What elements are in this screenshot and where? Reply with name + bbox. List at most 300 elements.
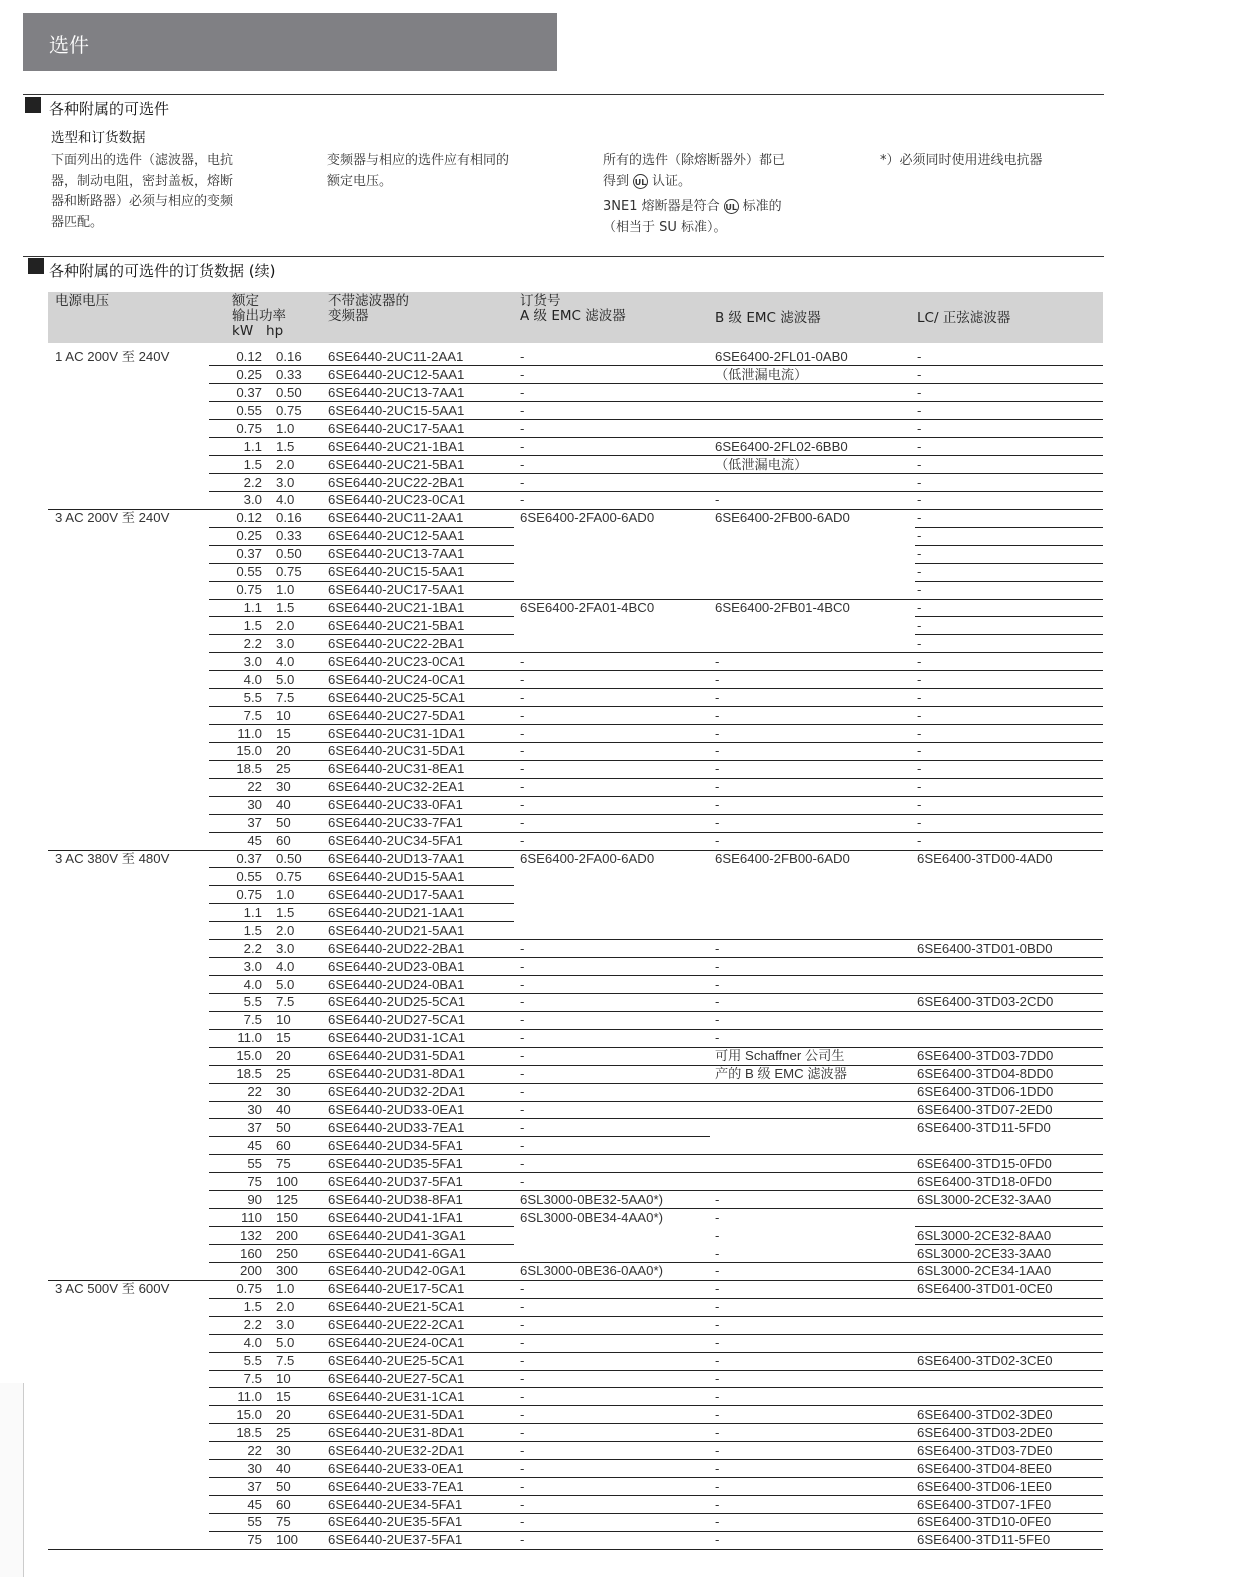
power-hp: 250: [276, 1245, 299, 1261]
inverter-order-no: 6SE6440-2UE22-2CA1: [328, 1317, 465, 1333]
power-hp: 200: [276, 1227, 299, 1243]
inverter-order-no: 6SE6440-2UC24-0CA1: [328, 671, 466, 687]
emc-a-filter: -: [520, 940, 525, 956]
lc-filter: -: [917, 564, 922, 580]
power-hp: 5.0: [276, 976, 295, 992]
lc-filter: -: [917, 617, 922, 633]
emc-a-filter: -: [520, 1317, 525, 1333]
power-kw: 18.5: [236, 1424, 262, 1440]
banner-title: 选件: [49, 33, 89, 57]
power-hp: 4.0: [276, 958, 295, 974]
power-kw: 18.5: [236, 761, 262, 777]
row-divider: [514, 1387, 910, 1388]
ul-mark-icon: UL: [724, 199, 739, 214]
lc-filter: -: [917, 349, 922, 364]
emc-a-filter: -: [520, 815, 525, 831]
lc-filter: 6SE6400-3TD11-5FE0: [917, 1532, 1051, 1548]
inverter-order-no: 6SE6440-2UE37-5FA1: [328, 1532, 463, 1548]
power-hp: 1.0: [276, 420, 295, 436]
emc-a-filter: -: [520, 833, 525, 849]
emc-b-filter: -: [715, 1371, 720, 1386]
inverter-order-no: 6SE6440-2UC33-0FA1: [328, 797, 463, 813]
power-kw: 200: [239, 1263, 262, 1279]
power-hp: 1.5: [276, 904, 295, 920]
emc-b-filter: -: [715, 779, 720, 795]
inverter-order-no: 6SE6440-2UD33-0EA1: [328, 1102, 465, 1118]
row-divider: [514, 778, 910, 779]
inverter-order-no: 6SE6440-2UC31-8EA1: [328, 761, 465, 777]
note-line: 变频器与相应的选件应有相同的: [327, 153, 510, 168]
power-hp: 10: [276, 1012, 291, 1028]
power-kw: 1.1: [243, 600, 262, 616]
power-hp: 5.0: [276, 1335, 295, 1351]
inverter-order-no: 6SE6440-2UD24-0BA1: [328, 976, 465, 992]
row-divider: [915, 383, 1103, 384]
row-divider: [915, 688, 1103, 689]
emc-a-filter: -: [520, 1281, 525, 1297]
emc-b-filter: -: [715, 1012, 720, 1028]
lc-filter: 6SE6400-3TD18-0FD0: [917, 1173, 1052, 1189]
power-kw: 0.55: [236, 402, 262, 418]
lc-filter: 6SE6400-3TD00-4AD0: [917, 851, 1053, 867]
power-hp: 1.0: [276, 582, 295, 598]
note-text: 认证。: [652, 173, 692, 189]
emc-a-filter: -: [520, 1155, 525, 1171]
row-divider: [514, 1118, 710, 1119]
power-hp: 0.50: [276, 851, 302, 867]
emc-b-filter: 6SE6400-2FB00-6AD0: [715, 510, 850, 526]
emc-a-filter: -: [520, 653, 525, 669]
section-marker-icon: [25, 97, 41, 113]
inverter-order-no: 6SE6440-2UE34-5FA1: [328, 1496, 463, 1512]
emc-a-filter: -: [520, 1406, 525, 1422]
power-kw: 15.0: [236, 1406, 262, 1422]
power-kw: 0.37: [236, 851, 262, 867]
power-hp: 30: [276, 1084, 291, 1100]
note-text: 得到: [603, 173, 630, 189]
emc-b-filter: -: [715, 1532, 720, 1548]
lc-filter: -: [917, 474, 922, 490]
power-hp: 50: [276, 1119, 291, 1135]
lc-filter: 6SE6400-3TD02-3CE0: [917, 1353, 1053, 1369]
row-divider: [514, 1405, 910, 1406]
row-divider: [514, 939, 910, 940]
row-divider: [915, 670, 1103, 671]
power-kw: 0.37: [236, 546, 262, 562]
inverter-order-no: 6SE6440-2UC21-1BA1: [328, 438, 465, 454]
lc-filter: 6SE6400-3TD07-1FE0: [917, 1496, 1052, 1512]
inverter-order-no: 6SE6440-2UE24-0CA1: [328, 1335, 465, 1351]
emc-b-filter: 6SE6400-2FL02-6BB0: [715, 438, 848, 454]
power-hp: 3.0: [276, 635, 295, 651]
power-kw: 4.0: [243, 671, 262, 687]
row-divider: [915, 473, 1103, 474]
power-kw: 4.0: [243, 976, 262, 992]
voltage-group-label: 1 AC 200V 至 240V: [55, 349, 170, 364]
power-kw: 0.25: [236, 528, 262, 544]
emc-b-filter: -: [715, 1191, 720, 1207]
power-kw: 0.12: [236, 510, 262, 526]
power-hp: 3.0: [276, 940, 295, 956]
header-units: [232, 324, 286, 339]
header-text: 不带滤波器的: [328, 293, 409, 309]
row-divider: [514, 1172, 710, 1173]
emc-a-filter: -: [520, 1299, 525, 1315]
row-divider: [915, 491, 1103, 492]
emc-b-filter: -: [715, 725, 720, 741]
section-marker-icon: [28, 258, 44, 274]
inverter-order-no: 6SE6440-2UC21-1BA1: [328, 600, 465, 616]
inverter-order-no: 6SE6440-2UD13-7AA1: [328, 851, 465, 867]
group-divider: [48, 1549, 1103, 1550]
emc-a-filter: 6SL3000-0BE32-5AA0*): [520, 1191, 663, 1207]
row-divider: [915, 437, 1103, 438]
page-edge: [0, 1383, 24, 1577]
power-kw: 22: [247, 1442, 262, 1458]
power-kw: 7.5: [243, 1012, 262, 1028]
emc-a-filter: -: [520, 420, 525, 436]
row-divider: [514, 1136, 710, 1137]
inverter-order-no: 6SE6440-2UE33-0EA1: [328, 1460, 464, 1476]
emc-a-filter: -: [520, 1388, 525, 1404]
power-kw: 2.2: [243, 635, 262, 651]
power-hp: 0.16: [276, 349, 302, 364]
lc-filter: 6SE6400-3TD01-0CE0: [917, 1281, 1053, 1297]
ul-mark-icon: UL: [633, 174, 648, 189]
lc-filter: -: [917, 528, 922, 544]
lc-filter: -: [917, 797, 922, 813]
inverter-order-no: 6SE6440-2UD31-1CA1: [328, 1030, 466, 1046]
emc-a-filter: 6SE6400-2FA01-4BC0: [520, 600, 655, 616]
emc-b-filter: 产的 B 级 EMC 滤波器: [715, 1066, 847, 1082]
inverter-order-no: 6SE6440-2UC21-5BA1: [328, 617, 465, 633]
row-divider: [514, 1423, 910, 1424]
emc-b-filter: -: [715, 1263, 720, 1279]
power-hp: 25: [276, 1424, 291, 1440]
emc-a-filter: -: [520, 1173, 525, 1189]
power-kw: 11.0: [237, 1030, 262, 1046]
power-kw: 0.55: [236, 868, 262, 884]
emc-a-filter: -: [520, 474, 525, 490]
emc-a-filter: -: [520, 1460, 525, 1476]
lc-filter: 6SE6400-3TD03-7DE0: [917, 1442, 1053, 1458]
emc-a-filter: -: [520, 1119, 525, 1135]
header-text: 订货号: [520, 293, 561, 309]
power-kw: 1.1: [243, 438, 262, 454]
inverter-order-no: 6SE6440-2UC22-2BA1: [328, 635, 465, 651]
power-kw: 3.0: [243, 958, 262, 974]
power-kw: 1.5: [243, 1299, 262, 1315]
emc-a-filter: -: [520, 779, 525, 795]
power-kw: 0.75: [236, 1281, 262, 1297]
power-hp: 50: [276, 1478, 291, 1494]
note-line: 所有的选件（除熔断器外）都已: [603, 153, 786, 168]
row-divider: [514, 491, 910, 492]
note-line: 器和断路器）必须与相应的变频: [51, 194, 234, 209]
power-hp: 60: [276, 833, 291, 849]
inverter-order-no: 6SE6440-2UC21-5BA1: [328, 456, 465, 472]
emc-b-filter: 可用 Schaffner 公司生: [715, 1048, 845, 1064]
emc-b-filter: -: [715, 671, 720, 687]
header-power: [232, 294, 286, 339]
lc-filter: 6SE6400-3TD02-3DE0: [917, 1406, 1053, 1422]
power-kw: 37: [247, 1119, 262, 1135]
emc-b-filter: -: [715, 1335, 720, 1351]
emc-a-filter: -: [520, 1335, 525, 1351]
header-emc-a: A 级 EMC 滤波器: [520, 308, 626, 324]
inverter-order-no: 6SE6440-2UC23-0CA1: [328, 492, 466, 508]
row-divider: [514, 706, 910, 707]
inverter-order-no: 6SE6440-2UD33-7EA1: [328, 1119, 465, 1135]
power-kw: 75: [247, 1173, 262, 1189]
row-divider: [514, 1065, 710, 1066]
power-kw: 0.75: [236, 886, 262, 902]
inverter-order-no: 6SE6440-2UD27-5CA1: [328, 1012, 466, 1028]
row-divider: [514, 1352, 910, 1353]
emc-a-filter: -: [520, 1012, 525, 1028]
power-kw: 0.55: [236, 564, 262, 580]
note-voltage: [327, 151, 567, 192]
power-kw: 11.0: [237, 1388, 262, 1404]
inverter-order-no: 6SE6440-2UC12-5AA1: [328, 366, 465, 382]
inverter-order-no: 6SE6440-2UD23-0BA1: [328, 958, 465, 974]
power-kw: 22: [247, 1084, 262, 1100]
emc-a-filter: -: [520, 438, 525, 454]
power-hp: 40: [276, 1102, 291, 1118]
emc-a-filter: -: [520, 725, 525, 741]
lc-filter: -: [917, 725, 922, 741]
power-hp: 15: [276, 1388, 291, 1404]
emc-a-filter: 6SE6400-2FA00-6AD0: [520, 510, 655, 526]
emc-b-filter: 6SE6400-2FB00-6AD0: [715, 851, 850, 867]
power-hp: 50: [276, 815, 291, 831]
emc-a-filter: -: [520, 1084, 525, 1100]
emc-a-filter: -: [520, 1137, 525, 1153]
emc-a-filter: -: [520, 456, 525, 472]
lc-filter: 6SE6400-3TD06-1EE0: [917, 1478, 1052, 1494]
power-kw: 0.75: [236, 420, 262, 436]
row-divider: [514, 1441, 910, 1442]
emc-b-filter: -: [715, 1281, 720, 1297]
emc-b-filter: -: [715, 1514, 720, 1530]
power-hp: 75: [276, 1155, 291, 1171]
row-divider: [514, 975, 910, 976]
power-kw: 1.5: [243, 617, 262, 633]
power-kw: 0.25: [236, 366, 262, 382]
row-divider: [915, 455, 1103, 456]
row-divider: [514, 993, 910, 994]
inverter-order-no: 6SE6440-2UC17-5AA1: [328, 582, 465, 598]
lc-filter: 6SL3000-2CE32-3AA0: [917, 1191, 1052, 1207]
emc-a-filter: -: [520, 707, 525, 723]
power-kw: 18.5: [236, 1066, 262, 1082]
power-hp: 1.0: [276, 1281, 295, 1297]
emc-a-filter: -: [520, 1371, 525, 1386]
lc-filter: -: [917, 653, 922, 669]
power-hp: 3.0: [276, 1317, 295, 1333]
power-hp: 0.16: [276, 510, 302, 526]
header-text: 变频器: [328, 308, 369, 324]
row-divider: [514, 832, 910, 833]
power-hp: 40: [276, 1460, 291, 1476]
emc-b-filter: -: [715, 689, 720, 705]
voltage-group-label: 3 AC 500V 至 600V: [55, 1281, 170, 1297]
inverter-order-no: 6SE6440-2UC27-5DA1: [328, 707, 466, 723]
lc-filter: -: [917, 635, 922, 651]
power-kw: 1.5: [243, 922, 262, 938]
power-kw: 3.0: [243, 653, 262, 669]
row-divider: [514, 383, 710, 384]
power-hp: 30: [276, 779, 291, 795]
header-unit-hp: hp: [266, 323, 284, 339]
emc-b-filter: -: [715, 1227, 720, 1243]
inverter-order-no: 6SE6440-2UD31-8DA1: [328, 1066, 466, 1082]
row-divider: [514, 437, 710, 438]
header-text: 额定: [232, 293, 259, 309]
row-divider: [514, 1370, 910, 1371]
row-divider: [915, 616, 1103, 617]
lc-filter: -: [917, 689, 922, 705]
emc-b-filter: -: [715, 743, 720, 759]
emc-b-filter: -: [715, 815, 720, 831]
power-hp: 20: [276, 1406, 291, 1422]
power-kw: 5.5: [243, 689, 262, 705]
lc-filter: 6SE6400-3TD10-0FE0: [917, 1514, 1052, 1530]
row-divider: [915, 832, 1103, 833]
row-divider: [514, 1334, 910, 1335]
emc-b-filter: -: [715, 1317, 720, 1333]
voltage-group-label: 3 AC 200V 至 240V: [55, 510, 170, 526]
inverter-order-no: 6SE6440-2UE21-5CA1: [328, 1299, 465, 1315]
power-hp: 40: [276, 797, 291, 813]
lc-filter: -: [917, 420, 922, 436]
note-footnote: *）必须同时使用进线电抗器: [880, 153, 1043, 168]
inverter-order-no: 6SE6440-2UC15-5AA1: [328, 564, 465, 580]
emc-b-filter: -: [715, 761, 720, 777]
power-kw: 45: [247, 1496, 262, 1512]
lc-filter: 6SL3000-2CE33-3AA0: [917, 1245, 1052, 1261]
inverter-order-no: 6SE6440-2UD21-5AA1: [328, 922, 465, 938]
inverter-order-no: 6SE6440-2UD17-5AA1: [328, 886, 465, 902]
emc-b-filter: 6SE6400-2FB01-4BC0: [715, 600, 850, 616]
power-kw: 45: [247, 1137, 262, 1153]
emc-b-filter: （低泄漏电流）: [715, 456, 808, 472]
power-kw: 37: [247, 1478, 262, 1494]
emc-b-filter: -: [715, 1209, 720, 1225]
row-divider: [915, 401, 1103, 402]
emc-b-filter: -: [715, 1496, 720, 1512]
power-hp: 7.5: [276, 1353, 295, 1369]
inverter-order-no: 6SE6440-2UD31-5DA1: [328, 1048, 466, 1064]
power-hp: 0.50: [276, 384, 302, 400]
power-kw: 22: [247, 779, 262, 795]
row-divider: [514, 1083, 710, 1084]
row-divider: [915, 778, 1103, 779]
inverter-order-no: 6SE6440-2UE35-5FA1: [328, 1514, 463, 1530]
row-divider: [514, 1011, 910, 1012]
lc-filter: -: [917, 815, 922, 831]
inverter-order-no: 6SE6440-2UC23-0CA1: [328, 653, 466, 669]
row-divider: [514, 419, 710, 420]
emc-a-filter: -: [520, 1478, 525, 1494]
row-divider: [514, 1477, 910, 1478]
row-divider: [514, 724, 910, 725]
emc-b-filter: （低泄漏电流）: [715, 366, 808, 382]
row-divider: [915, 581, 1103, 582]
power-kw: 30: [247, 797, 262, 813]
emc-b-filter: -: [715, 958, 720, 974]
power-kw: 75: [247, 1532, 262, 1548]
emc-a-filter: -: [520, 1532, 525, 1548]
power-hp: 2.0: [276, 1299, 295, 1315]
header-voltage: 电源电压: [55, 293, 109, 309]
row-divider: [514, 1029, 910, 1030]
emc-a-filter: -: [520, 1102, 525, 1118]
emc-b-filter: -: [715, 1478, 720, 1494]
emc-a-filter: 6SL3000-0BE36-0AA0*): [520, 1263, 663, 1279]
inverter-order-no: 6SE6440-2UD35-5FA1: [328, 1155, 463, 1171]
emc-a-filter: -: [520, 492, 525, 508]
row-divider: [514, 365, 710, 366]
inverter-order-no: 6SE6440-2UC32-2EA1: [328, 779, 465, 795]
power-hp: 25: [276, 1066, 291, 1082]
row-divider: [514, 742, 910, 743]
row-divider: [915, 742, 1103, 743]
power-kw: 11.0: [237, 725, 262, 741]
header-unit-kw: kW: [232, 323, 254, 339]
power-hp: 7.5: [276, 994, 295, 1010]
lc-filter: -: [917, 761, 922, 777]
lc-filter: -: [917, 582, 922, 598]
emc-a-filter: -: [520, 1030, 525, 1046]
row-divider: [915, 724, 1103, 725]
emc-b-filter: -: [715, 1245, 720, 1261]
lc-filter: 6SE6400-3TD07-2ED0: [917, 1102, 1053, 1118]
section-subtitle: 选型和订货数据: [51, 130, 146, 146]
note-line: （相当于 SU 标准）。: [603, 219, 727, 235]
power-hp: 1.5: [276, 438, 295, 454]
power-hp: 10: [276, 707, 291, 723]
row-divider: [514, 401, 710, 402]
power-hp: 25: [276, 761, 291, 777]
row-divider: [514, 1531, 910, 1532]
row-divider: [514, 1154, 710, 1155]
power-hp: 3.0: [276, 474, 295, 490]
power-hp: 7.5: [276, 689, 295, 705]
emc-b-filter: -: [715, 1388, 720, 1404]
emc-a-filter: -: [520, 1514, 525, 1530]
row-divider: [514, 473, 710, 474]
power-kw: 7.5: [243, 1371, 262, 1386]
power-kw: 0.75: [236, 582, 262, 598]
emc-b-filter: -: [715, 797, 720, 813]
emc-b-filter: -: [715, 1353, 720, 1369]
lc-filter: 6SE6400-3TD15-0FD0: [917, 1155, 1052, 1171]
row-divider: [514, 688, 910, 689]
emc-a-filter: -: [520, 1353, 525, 1369]
emc-b-filter: -: [715, 833, 720, 849]
power-kw: 2.2: [243, 940, 262, 956]
power-hp: 150: [276, 1209, 299, 1225]
lc-filter: 6SE6400-3TD04-8DD0: [917, 1066, 1054, 1082]
inverter-order-no: 6SE6440-2UD32-2DA1: [328, 1084, 466, 1100]
emc-b-filter: -: [715, 653, 720, 669]
row-divider: [514, 1459, 910, 1460]
power-hp: 15: [276, 1030, 291, 1046]
inverter-order-no: 6SE6440-2UE33-7EA1: [328, 1478, 464, 1494]
lc-filter: 6SE6400-3TD06-1DD0: [917, 1084, 1054, 1100]
emc-a-filter: -: [520, 349, 525, 364]
